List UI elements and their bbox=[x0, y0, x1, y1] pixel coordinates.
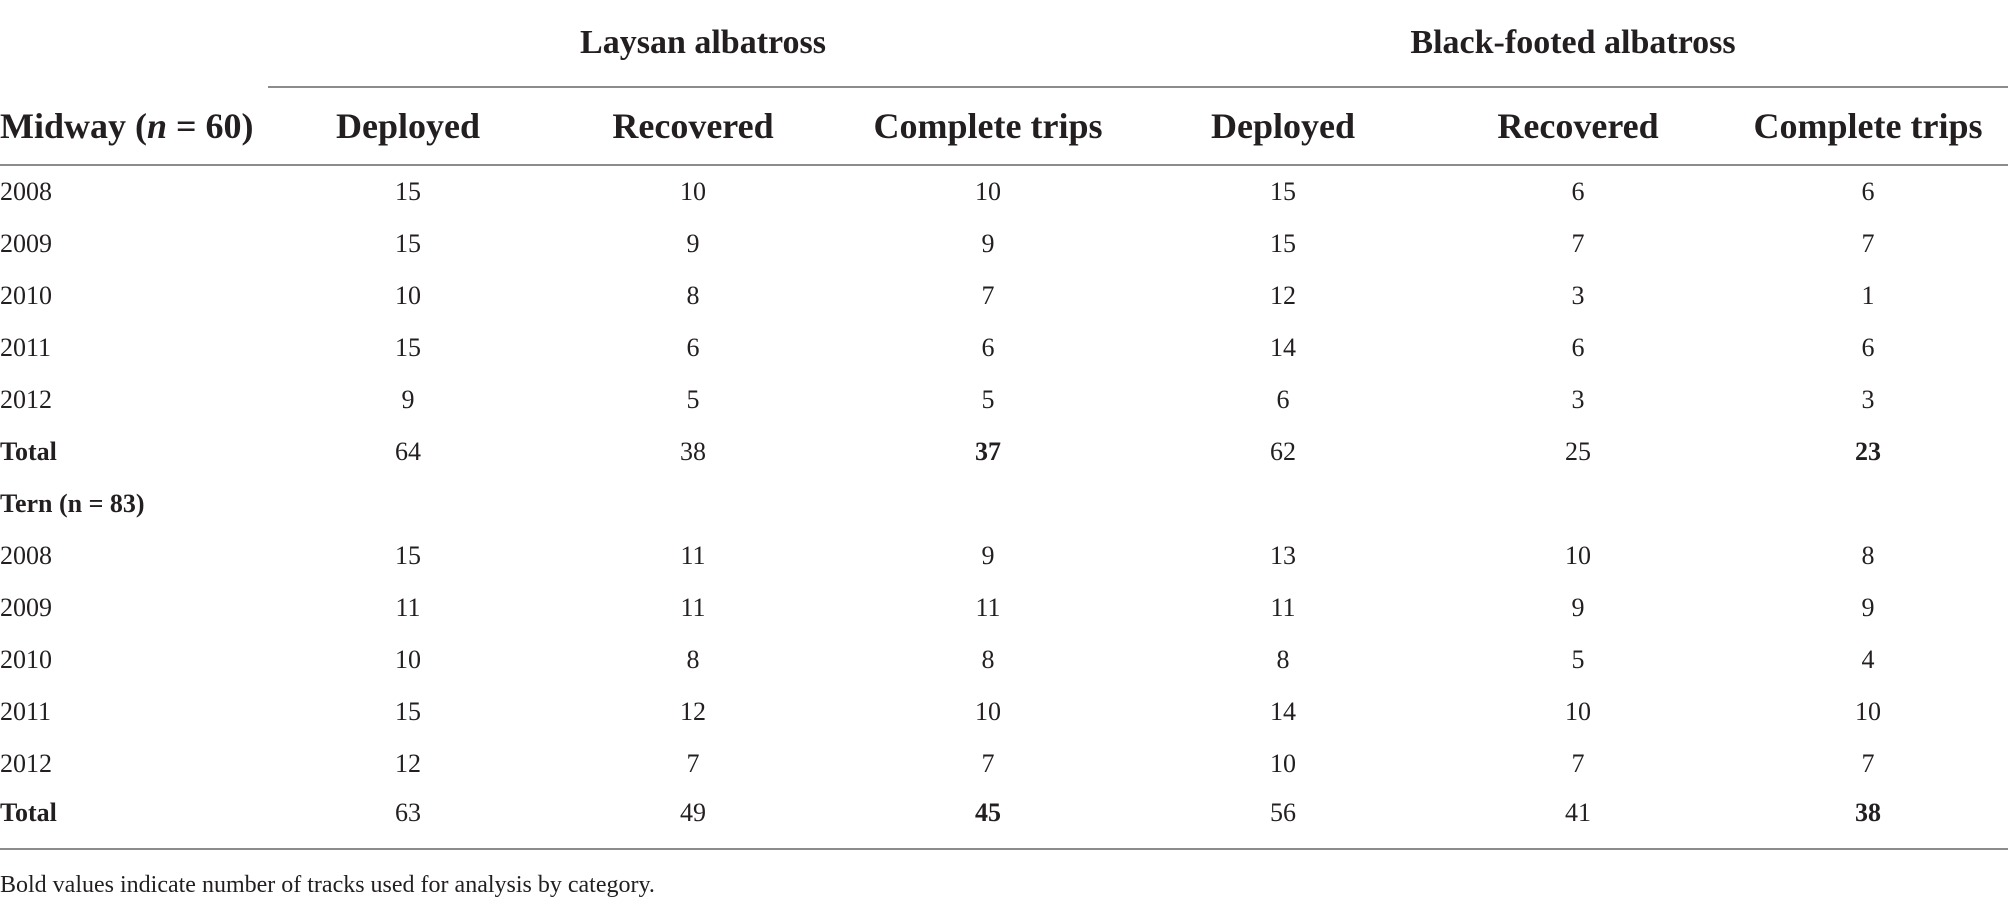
table-cell: 64 bbox=[395, 437, 421, 466]
table-cell: 7 bbox=[1861, 749, 1875, 778]
table-cell: 6 bbox=[686, 333, 700, 362]
table-cell: 6 bbox=[981, 333, 995, 362]
row-label: 2011 bbox=[0, 697, 52, 726]
table-cell: 3 bbox=[1571, 281, 1585, 310]
table-cell: 12 bbox=[1270, 281, 1297, 310]
table-cell: 62 bbox=[1270, 437, 1297, 466]
table-cell: 9 bbox=[981, 229, 995, 258]
table-cell: 8 bbox=[1276, 645, 1290, 674]
row-label: Total bbox=[0, 437, 57, 466]
table-cell: 15 bbox=[1270, 229, 1297, 258]
table-cell bbox=[268, 790, 548, 849]
table-cell bbox=[838, 790, 1138, 849]
column-header-complete-trips: Complete trips bbox=[838, 87, 1138, 165]
table-cell: 11 bbox=[680, 593, 706, 622]
section-row bbox=[0, 478, 2008, 530]
row-label: 2009 bbox=[0, 593, 52, 622]
table-cell-empty bbox=[548, 478, 838, 530]
table-cell: 11 bbox=[395, 593, 421, 622]
table-cell-text: 63 bbox=[395, 798, 421, 827]
table-cell: 8 bbox=[686, 281, 700, 310]
table-cell: 3 bbox=[1571, 385, 1585, 414]
table-footnote: Bold values indicate number of tracks used for analysis by category. bbox=[0, 872, 655, 898]
table-cell bbox=[548, 790, 838, 849]
group-header-empty bbox=[0, 0, 268, 87]
table-cell: 12 bbox=[680, 697, 706, 726]
table-cell: 23 bbox=[1855, 437, 1882, 466]
table-cell: 25 bbox=[1565, 437, 1592, 466]
column-header-midway-suffix: = 60) bbox=[167, 105, 254, 146]
table-cell: 10 bbox=[1565, 697, 1592, 726]
table-cell-text: 49 bbox=[680, 798, 706, 827]
table-cell: 7 bbox=[981, 749, 995, 778]
table-cell: 6 bbox=[1861, 177, 1875, 206]
table-cell: 15 bbox=[395, 697, 421, 726]
table-cell: 7 bbox=[686, 749, 700, 778]
column-header-complete-trips: Complete trips bbox=[1728, 87, 2008, 165]
table-row bbox=[0, 218, 2008, 270]
table-cell-empty bbox=[268, 478, 548, 530]
total-row bbox=[0, 790, 2008, 849]
table-cell: 10 bbox=[1565, 541, 1592, 570]
column-header-deployed: Deployed bbox=[268, 87, 548, 165]
table-cell: 13 bbox=[1270, 541, 1297, 570]
table-cell: 9 bbox=[401, 385, 415, 414]
table-cell: 10 bbox=[395, 645, 421, 674]
table-cell: 5 bbox=[686, 385, 700, 414]
table-cell: 10 bbox=[1270, 749, 1297, 778]
table-cell: 7 bbox=[981, 281, 995, 310]
table-cell: 10 bbox=[975, 697, 1002, 726]
column-header-recovered: Recovered bbox=[1428, 87, 1728, 165]
table-cell: 10 bbox=[680, 177, 706, 206]
table-cell: 14 bbox=[1270, 697, 1297, 726]
table-cell: 15 bbox=[1270, 177, 1297, 206]
table-cell: 10 bbox=[975, 177, 1002, 206]
table-row bbox=[0, 582, 2008, 634]
row-label: 2008 bbox=[0, 541, 52, 570]
table-cell: 5 bbox=[981, 385, 995, 414]
group-header-row bbox=[0, 0, 2008, 87]
table-row bbox=[0, 270, 2008, 322]
table-row bbox=[0, 738, 2008, 790]
column-header-midway-prefix: Midway ( bbox=[0, 105, 147, 146]
group-header-black-footed: Black-footed albatross bbox=[1138, 0, 2008, 87]
section-label: Tern (n = 83) bbox=[0, 489, 145, 518]
table-cell: 7 bbox=[1571, 229, 1585, 258]
row-label: 2008 bbox=[0, 177, 52, 206]
table-cell: 3 bbox=[1861, 385, 1875, 414]
table-cell: 15 bbox=[395, 541, 421, 570]
table-cell: 11 bbox=[975, 593, 1001, 622]
table-cell: 38 bbox=[680, 437, 706, 466]
table-cell: 10 bbox=[1855, 697, 1882, 726]
row-label-text: Total bbox=[0, 798, 57, 827]
table-cell: 8 bbox=[1861, 541, 1875, 570]
table-row bbox=[0, 634, 2008, 686]
table-cell: 10 bbox=[395, 281, 421, 310]
table-row bbox=[0, 374, 2008, 426]
table-cell-text: 45 bbox=[975, 798, 1002, 827]
total-row bbox=[0, 426, 2008, 478]
table-cell: 15 bbox=[395, 333, 421, 362]
table-cell: 1 bbox=[1861, 281, 1875, 310]
table-cell: 9 bbox=[686, 229, 700, 258]
table-cell-empty bbox=[1138, 478, 1428, 530]
table-cell: 5 bbox=[1571, 645, 1585, 674]
column-header-midway bbox=[0, 87, 268, 165]
column-header-deployed: Deployed bbox=[1138, 87, 1428, 165]
table-cell-text: 41 bbox=[1565, 798, 1592, 827]
row-label: 2012 bbox=[0, 385, 52, 414]
table-cell: 7 bbox=[1571, 749, 1585, 778]
table-cell: 11 bbox=[680, 541, 706, 570]
table-cell: 11 bbox=[1270, 593, 1296, 622]
table-cell-empty bbox=[1428, 478, 1728, 530]
table-cell: 15 bbox=[395, 177, 421, 206]
group-header-laysan: Laysan albatross bbox=[268, 0, 1138, 87]
table-cell: 8 bbox=[686, 645, 700, 674]
table-cell bbox=[1728, 790, 2008, 849]
row-label: 2012 bbox=[0, 749, 52, 778]
table-cell-text: 56 bbox=[1270, 798, 1297, 827]
table-cell: 7 bbox=[1861, 229, 1875, 258]
row-label: 2009 bbox=[0, 229, 52, 258]
table-row bbox=[0, 530, 2008, 582]
row-label: 2010 bbox=[0, 281, 52, 310]
table-cell bbox=[1428, 790, 1728, 849]
table-cell: 14 bbox=[1270, 333, 1297, 362]
table-cell: 9 bbox=[1861, 593, 1875, 622]
table-cell: 6 bbox=[1571, 333, 1585, 362]
column-header-midway-n: n bbox=[147, 105, 168, 146]
table-cell: 4 bbox=[1861, 645, 1875, 674]
table-cell: 6 bbox=[1571, 177, 1585, 206]
table-cell: 12 bbox=[395, 749, 421, 778]
table-cell: 9 bbox=[981, 541, 995, 570]
table-row bbox=[0, 322, 2008, 374]
row-label: 2011 bbox=[0, 333, 52, 362]
table-cell: 6 bbox=[1276, 385, 1290, 414]
table-cell: 9 bbox=[1571, 593, 1585, 622]
table-cell-empty bbox=[1728, 478, 2008, 530]
table-cell: 15 bbox=[395, 229, 421, 258]
table-cell-text: 38 bbox=[1855, 798, 1882, 827]
row-label bbox=[0, 790, 268, 849]
table-row bbox=[0, 165, 2008, 218]
table-cell: 6 bbox=[1861, 333, 1875, 362]
table-cell: 8 bbox=[981, 645, 995, 674]
column-header-row bbox=[0, 87, 2008, 165]
table-cell-empty bbox=[838, 478, 1138, 530]
row-label: 2010 bbox=[0, 645, 52, 674]
table-cell bbox=[1138, 790, 1428, 849]
table-row bbox=[0, 686, 2008, 738]
column-header-recovered: Recovered bbox=[548, 87, 838, 165]
table-cell: 37 bbox=[975, 437, 1002, 466]
